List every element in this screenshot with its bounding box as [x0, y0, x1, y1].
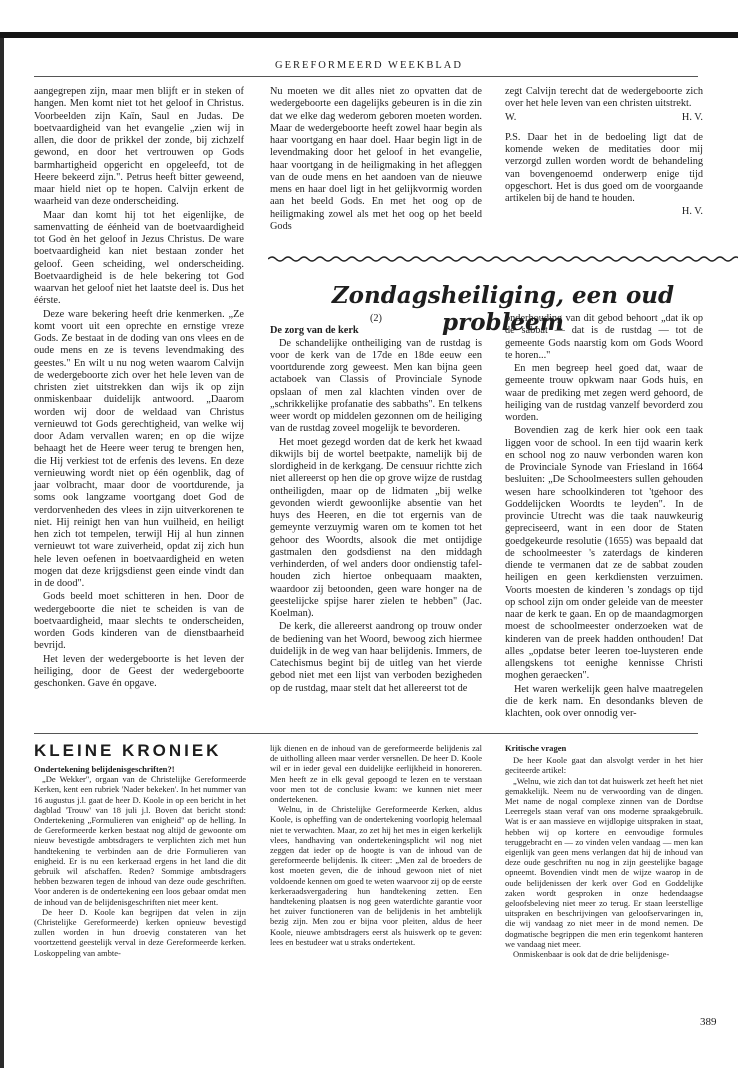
article-title: Zondagsheiliging, een oud probleem [331, 282, 675, 336]
paragraph: En men begreep heel goed dat, waar de gemeente trouw opkwam naar Gods huis, en waar de prediking met zegen werd gehoord, de heiliging van de rustdag vanzelf bevorderd zou worden. [505, 363, 703, 423]
left-page-edge [0, 38, 4, 1068]
signature-line [505, 112, 703, 124]
kroniek-column-3 [505, 743, 703, 959]
paragraph: lijk dienen en de inhoud van de gereformeerde belijdenis zal de uitholling alleen maar verder versnellen. De heer D. Koole wil er in ieder geval een duidelijke eerlijkheid in honoreren. Men heeft ze in elk geval gepoogd te lezen en te verstaan voor men tot de conclusie kwam: we kunnen niet meer ondertekenen. [270, 743, 482, 805]
meditation-column-2 [270, 86, 482, 234]
paragraph: Het waren werkelijk geen halve maatregelen die de kerk nam. En desondanks bleven de klachten, ook over onnodig ver- [505, 683, 703, 719]
article-part-number: (2) [369, 313, 382, 324]
signature-author: H. V. [681, 111, 703, 123]
paragraph: Nu moeten we dit alles niet zo opvatten dat de wedergeboorte een dagelijks gebeuren is in die zin dat we elke dag wederom geboren moeten worden. Maar de wedergeboorte heeft zowel haar begin als haar voortgang en haar doel. Haar begin ligt in de levendmaking door het geloof in het evangelie, haar voortgang in de heiligmaking in het afleggen van de oude mens en het aandoen van de nieuwe mens en haar doel ligt in het gelijkvormig worden aan het beeld Gods. En met het oog op de heiligmaking zowel als met het oog op het beeld Gods [270, 86, 482, 232]
section-rule [34, 733, 698, 734]
paragraph: De schandelijke ontheiliging van de rustdag is voor de kerk van de 17de en 18de eeuw een voortdurende zorg geweest. Men kan bijna geen actaboek van Classis of Provinciale Synode opslaan of men zal klachten vinden over de „schrikkelijke profanatie des sabbaths". En telkens weer wordt op middelen gezonnen om de heiliging van de rustdag zoveel mogelijk te bevorderen. [270, 337, 482, 435]
paragraph: aangegrepen zijn, maar men blijft er in steken of hangen. Men komt niet tot het geloof in Christus. Voorbeelden zijn Kaïn, Saul en Judas. De boetvaardigheid van het evangelie „zien wij in allen, die door de prikkel der zonde, bij zichzelf gewond, en door het vertrouwen op Gods barmhartigheid opgericht en opgeleefd, tot de Heere bekeerd zijn.". Petrus heeft bitter geweend, maar hield niet op te hopen. Calvijn erkent de waarheid van deze onderscheiding. [34, 86, 244, 208]
paragraph: „De Wekker", orgaan van de Christelijke Gereformeerde Kerken, kent een rubriek 'Nader bekeken'. In het nummer van 16 augustus j.l. gaat de heer D. Koole in op een bericht in het dagblad 'Trouw' van 18 juli j.l. Boven dat bericht stond: Ondertekening „Formulieren van enigheid" op de helling. In de Gereformeerde kerken bestaat nog altijd de gewoonte om nieuw bevestigde ambtsdragers te verplichten zich met hun handtekening te verbinden aan de drie Formulieren van enigheid. Er is nu een kerkeraad ergens in het land die dit gebruik wil afschaffen. Reden? Sommige ambtsdragers hebben bezwaren tegen de inhoud van deze oude geschriften. Voor anderen is de ondertekening een loos gebaar omdat men de inhoud van de belijdenisgeschriften niet meer kent. [34, 774, 246, 907]
kroniek-title: KLEINE KRONIEK [34, 741, 222, 760]
kroniek-column-1 [34, 764, 246, 958]
article-column-a [270, 313, 482, 696]
paragraph: Deze ware bekering heeft drie kenmerken. „Ze komt voort uit een oprechte en ernstige vreze Gods. Ze bestaat in de doding van ons vlees en de oude mens en ze is tevens levendmaking des geestes." En wilt u nu nog weten waarom Calvijn de wedergeboorte zich over het hele leven van de christen ziet uitstrekken dan wijs ik op zijn onmiskenbaar duidelijk antwoord. „Daarom worden wij door de weldaad van Christus vernieuwd tot Gods gerechtigheid, van welke wij door Adam vervallen waren; en op die wijze behaagt het de Heere weer terug te brengen hen, die Hij verkiest tot de erfenis des levens. En deze vernieuwing wordt niet op één ogenblik, dag of jaar volbracht, maar door de voortdurende, ja soms ook langzame voortgang doet God de verdorvenheden des vlees in zijn uitverkorenen te niet. Hij reinigt hen van hun vuilheid, en heiligt hen zich tot tempelen, terwijl Hij al hun zinnen vernieuwt tot ware zuiverheid, opdat zij zich hun hele leven oefenen in boetvaardigheid en weten mogen dat deze krijgsdienst geen einde vindt dan in de dood". [34, 308, 244, 589]
page-number: 389 [700, 1016, 717, 1028]
kroniek-subheading-2: Kritische vragen [505, 743, 567, 753]
paragraph: De heer Koole gaat dan alsvolgt verder in het hier geciteerde artikel: [505, 755, 703, 776]
wavy-divider [268, 254, 738, 264]
top-black-bar [0, 32, 738, 38]
paragraph: Het leven der wedergeboorte is het leven der heiliging, door de Geest der wedergeboorte geschonken. Gave én opgave. [34, 653, 244, 689]
meditation-column-3 [505, 86, 703, 219]
signature-initial: W. [505, 111, 517, 123]
paragraph: De heer D. Koole kan begrijpen dat velen in zijn (Christelijke Gereformeerde) kerken opnieuw bevestigd zullen worden in hun droevig constateren van het voortzettend geestelijk verval in deze Gereformeerde kerken. Loskoppeling van ambte- [34, 906, 246, 958]
article-column-b [505, 313, 703, 721]
paragraph: Maar dan komt hij tot het eigenlijke, de samenvatting de éénheid van de boetvaardigheid tot God èn het geloof in Jezus Christus. De ware boetvaardigheid kan niet bestaan zonder het geloof. Geen scheiding, wel onderscheiding. Boetvaardigheid is de hele bekering tot God waarvan het geloof niet het laatste deel is. Dus het éérste. [34, 209, 244, 307]
postscript: P.S. Daar het in de bedoeling ligt dat de komende weken de meditaties door mij verzorgd zullen worden wordt de behandeling van bovengenoemd onderwerp enige tijd opgeschort. Het is dus goed om de voorgaande artikelen bij de hand te houden. [505, 131, 703, 204]
page-header-title: GEREFORMEERD WEEKBLAD [275, 60, 463, 71]
paragraph: Het moet gezegd worden dat de kerk het kwaad dikwijls bij de wortel beetpakte, namelijk bij de slordigheid in de kerkgang. De censuur richtte zich niet allereerst op hen die op grove wijze de rustdag ontheiligden, maar op de lidmaten „bij welke gevonden wierdt gewoonlijke absentie van het huys des Heeren, en die tot ergernis van de gemeynte verzuymig waren om te komen tot het gehoor des Woordts, alsook die met ontijdige gastmalen den godsdienst na den middagh verhinderden, of wel anders door ondienstig tafel-houden zich hiertoe onbequaam maakten, waardoor zij betoonden, geen ware honger na de geestelijcke spijse harer zielen te hebben" (Jac. Koelman). [270, 436, 482, 619]
paragraph: Bovendien zag de kerk hier ook een taak liggen voor de school. In een tijd waarin kerk en school nog zo nauw verbonden waren kon de Provinciale Synode van Friesland in 1664 besluiten: „De Schoolmeesters sullen gehouden wesen hare schoolkinderen tot 'tgehoor des Goddelijcken Woordts te leyden". In de provincie Utrecht was die taak nauwkeurig gepreciseerd, want in een door de Staten goedgekeurde resolutie (1655) was bepaald dat de schoolmeester 's zaterdags de kinderen diende te vermanen dat ze de sabbat zouden heiligen en geen kerkdiensten verzuimen. Voorts moesten de kinderen 's zondags op tijd op school zijn om onder geleide van de meester naar de kerk te gaan. En op de maandagmorgen moest de schoolmeester onderzoeken wat de kinderen van de preek hadden onthouden! Dat alles „opdatse beter leeren toe-luysteren ende allengskens tot eenighe kennisse Christi moghen geraecken". [505, 425, 703, 682]
kroniek-column-2 [270, 743, 482, 947]
paragraph: onderhouding van dit gebod behoort „dat ik op de sabbat — dat is de rustdag — tot de gemeente Gods naarstig kom om Gods Woord te horen..." [505, 313, 703, 361]
header-rule [34, 76, 698, 77]
postscript-signature: H. V. [681, 206, 703, 218]
meditation-column-1 [34, 86, 244, 691]
paragraph: Onmiskenbaar is ook dat de drie belijdenisge- [513, 949, 670, 960]
paragraph: Gods beeld moet schitteren in hen. Door de wedergeboorte die niet te scheiden is van de boetvaardigheid, maar slechts te onderscheiden, worden Gods kinderen van de dienstbaarheid bevrijd. [34, 591, 244, 652]
paragraph: „Welnu, wie zich dan tot dat huiswerk zet heeft het niet gemakkelijk. Neem nu de verwoording van de dingen. Met name de nogal complexe zinnen van de Dordtse Leerregels staan veraf van ons moderne spraakgebruik. Wat is er aan massieve en wijdlopige uitspraken in staat, hebben wij op kortere en eenvoudige formules teruggebracht en — zo vinden velen vandaag — men kan eigenlijk van geen mens verlangen dat hij de inhoud van deze oude geschriften nu nog in zijn geestelijke bagage opneemt. Bovendien vindt men de wijze waarop in de oude belijdenissen der kerk over God en Goddelijke zaken wordt gesproken in onze hedendaagse geloofsbeleving niet meer zo terug. Er staan leerstellige uitspraken en beschrijvingen van geloofservaringen in, die wij vandaag zo niet meer in de mond nemen. De dogmatische begrippen die men erin tegenkomt hanteren we vandaag niet meer. [505, 775, 703, 949]
paragraph: zegt Calvijn terecht dat de wedergeboorte zich over het hele leven van een christen uitstrekt. [505, 86, 703, 110]
paragraph: De kerk, die allereerst aandrong op trouw onder de bediening van het Woord, bewoog zich hiermee duidelijk in de weg van haar belijdenis. Immers, de Catechismus begint bij de uitleg van het vierde gebod niet met een lijst van verboden bezigheden op de rustdag, maar stelt dat het allereerst tot de [270, 621, 482, 694]
paragraph: Welnu, in de Christelijke Gereformeerde Kerken, aldus Koole, is opheffing van de ondertekening voorlopig helemaal niet te verwachten. Maar, zo zet hij het mes in eigen kerkelijk vlees, handhaving van ondertekeningsplicht wil nog niet zeggen dat ieder op de hoogte is van de inhoud van de gereformeerde belijdenis. Ik citeer: „Men zal de broeders de kost moeten geven, die de inhoud gewoon niet of niet voldoende kennen om goed te weten waarvoor zij op de eerste kerkeraadsvergadering hun handtekening zetten. Een handtekening plaatsen is nog geen waterdichte garantie voor het zuiver functioneren van de belijdenis in het ambtelijk bezig zijn. Men zou er bijna voor pleiten, aldus de heer Koole, nieuwe ambtsdragers eerst als huiswerk op te geven: lees en bestudeer wat u straks ondertekent. [270, 804, 482, 947]
article-subheading: De zorg van de kerk [270, 325, 359, 337]
kroniek-subheading: Ondertekening belijdenisgeschriften?! [34, 764, 175, 774]
